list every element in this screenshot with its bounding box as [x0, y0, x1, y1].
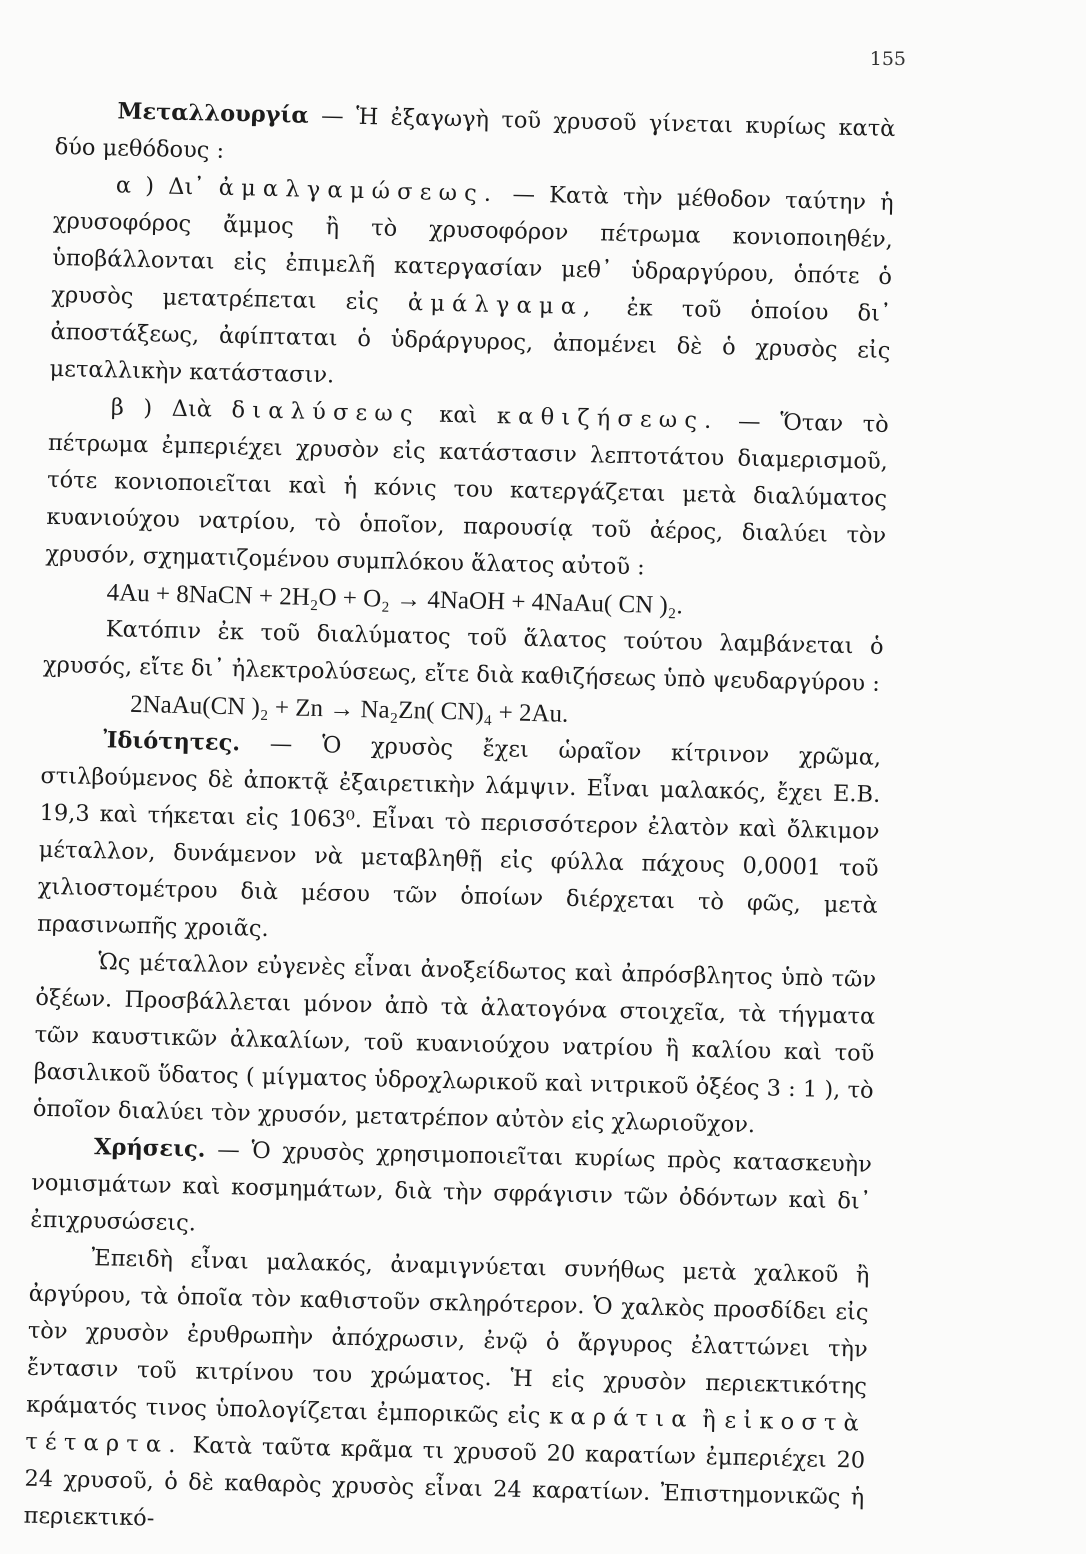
method-b-text: — Ὅταν τὸ πέτρωμα ἐμπεριέχει χρυσὸν εἰς κατάστασιν λεπτοτάτου διαμερισμοῦ, τότε κονιοποιεῖται καὶ ἡ κόνις του κατεργάζεται μετὰ διαλύματος κυανιούχου νατρίου, τὸ ὁποῖον, παρουσίᾳ τοῦ ἀέρος, διαλύει τὸν χρυσόν, σχηματιζομένου συμπλόκου ἅλατος αὐτοῦ :: [45, 408, 889, 581]
properties-text: — Ὁ χρυσὸς ἔχει ὡραῖον κίτρινον χρῶμα, στιλβούμενος δὲ ἀποκτᾷ ἐξαιρετικὴν λάμψιν. Εἶναι μαλακός, ἔχει Ε.Β. 19,3 καὶ τήκεται εἰς 1063⁰. Εἶναι τὸ περισσότερον ἐλατὸν καὶ ὄλκιμον μέταλλον, δυνάμενον νὰ μεταβληθῇ εἰς φύλλα πάχους 0,0001 τοῦ χιλιοστομέτρου διὰ μέσου τῶν ὁποίων διέρχεται τὸ φῶς, μετὰ πρασινωπῆς χροιᾶς.: [36, 730, 882, 943]
method-b-label: β ) Διὰ: [110, 394, 232, 424]
metallurgy-intro: — Ἡ ἐξαγωγὴ τοῦ χρυσοῦ γίνεται κυρίως κατὰ δύο μεθόδους :: [54, 102, 896, 164]
page-body: [23, 92, 896, 1554]
chemical-formula-1: 4Au + 8NaCN + 2H₂O + O₂ → 4NaOH + 4NaAu( CN )₂.: [106, 579, 684, 620]
uses-spaced-2: εἰκοστὰ τέταρτα.: [25, 1407, 867, 1459]
method-b-middle: καὶ: [419, 401, 498, 430]
method-b-title1: διαλύσεως: [231, 397, 421, 428]
properties-paragraph: [37, 721, 882, 962]
properties-text-2: Ὡς μέταλλον εὐγενὲς εἶναι ἀνοξείδωτος καὶ ἀπρόσβλητος ὑπὸ τῶν ὀξέων. Προσβάλλεται μόνον ἀπὸ τὰ ἀλατογόνα στοιχεῖα, τὰ τήγματα τῶν καυστικῶν ἀλκαλίων, τοῦ κυανιούχου νατρίου ἢ καλίου καὶ τοῦ βασιλικοῦ ὕδατος ( μίγματος ὑδροχλωρικοῦ καὶ νιτρικοῦ ὀξέος 3 : 1 ), τὸ ὁποῖον διαλύει τὸν χρυσόν, μετατρέπον αὐτὸν εἰς χλωριοῦχον.: [32, 949, 877, 1139]
uses-or: ἢ: [693, 1406, 725, 1434]
uses-text-2a: Ἐπειδὴ εἶναι μαλακός, ἀναμιγνύεται συνήθως μετὰ χαλκοῦ ἢ ἀργύρου, τὰ ὁποῖα τὸν καθιστοῦν σκληρότερον. Ὁ χαλκὸς προσδίδει εἰς τὸν χρυσὸν ἐρυθρωπὴν ἀπόχρωσιν, ἐνῷ ὁ ἄργυρος ἐλαττώνει τὴν ἔντασιν τοῦ κιτρίνου του χρώματος. Ἡ εἰς χρυσὸν περιεκτικότης κράματός τινος ὑπολογίζεται ἐμπορικῶς εἰς: [25, 1245, 870, 1430]
uses-heading: Χρήσεις.: [93, 1134, 206, 1163]
uses-paragraph-2: [23, 1239, 869, 1554]
chemical-formula-2: 2NaAu(CN )₂ + Zn → Na₂Zn( CN)₄ + 2Au.: [129, 690, 569, 728]
after-formula-1-text: Κατόπιν ἐκ τοῦ διαλύματος τοῦ ἅλατος τούτου λαμβάνεται ὁ χρυσός, εἴτε δι᾽ ἠλεκτρολύσεως, εἴτε διὰ καθιζήσεως ὑπὸ ψευδαργύρου :: [42, 616, 884, 697]
uses-text-2b: Κατὰ ταῦτα κρᾶμα τι χρυσοῦ 20 καρατίων ἐμπεριέχει 20 24 χρυσοῦ, ὁ δὲ καθαρὸς χρυσὸς εἶναι 24 καρατίων. Ἐπιστημονικῶς ἡ περιεκτικό-: [23, 1432, 866, 1532]
method-b-title2: καθιζήσεως.: [496, 403, 719, 435]
page-number: 155: [869, 48, 906, 70]
method-b-paragraph: [45, 388, 889, 592]
method-a-label: α ) Δι᾽: [115, 172, 220, 201]
uses-spaced-1: καράτια: [548, 1403, 694, 1433]
uses-paragraph: [30, 1128, 872, 1258]
properties-paragraph-2: [32, 943, 876, 1147]
metallurgy-heading: Μεταλλουργία: [117, 98, 310, 129]
properties-heading: Ἰδιότητες.: [103, 727, 241, 757]
method-a-spaced-word: ἀμάλγαμα,: [407, 290, 598, 321]
method-a-paragraph: [49, 166, 894, 407]
method-a-title: ἀμαλγαμώσεως.: [218, 174, 499, 208]
method-a-text2: ἐκ τοῦ ὁποίου δι᾽ ἀποστάξεως, ἀφίπταται ὁ ὑδράργυρος, ἀπομένει δὲ ὁ χρυσὸς εἰς μεταλλικὴν κατάστασιν.: [49, 294, 892, 389]
method-a-text1: — Κατὰ τὴν μέθοδον ταύτην ἡ χρυσοφόρος ἄμμος ἢ τὸ χρυσοφόρον πέτρωμα κονιοποιηθέν, ὑποβάλλονται εἰς ἐπιμελῆ κατεργασίαν μεθ᾽ ὑδραργύρου, ὁπότε ὁ χρυσὸς μετατρέπεται εἰς: [51, 181, 894, 317]
uses-text: — Ὁ χρυσὸς χρησιμοποιεῖται κυρίως πρὸς κατασκευὴν νομισμάτων καὶ κοσμημάτων, διὰ τὴν σφράγισιν τῶν ὀδόντων καὶ δι᾽ ἐπιχρυσώσεις.: [30, 1136, 873, 1237]
